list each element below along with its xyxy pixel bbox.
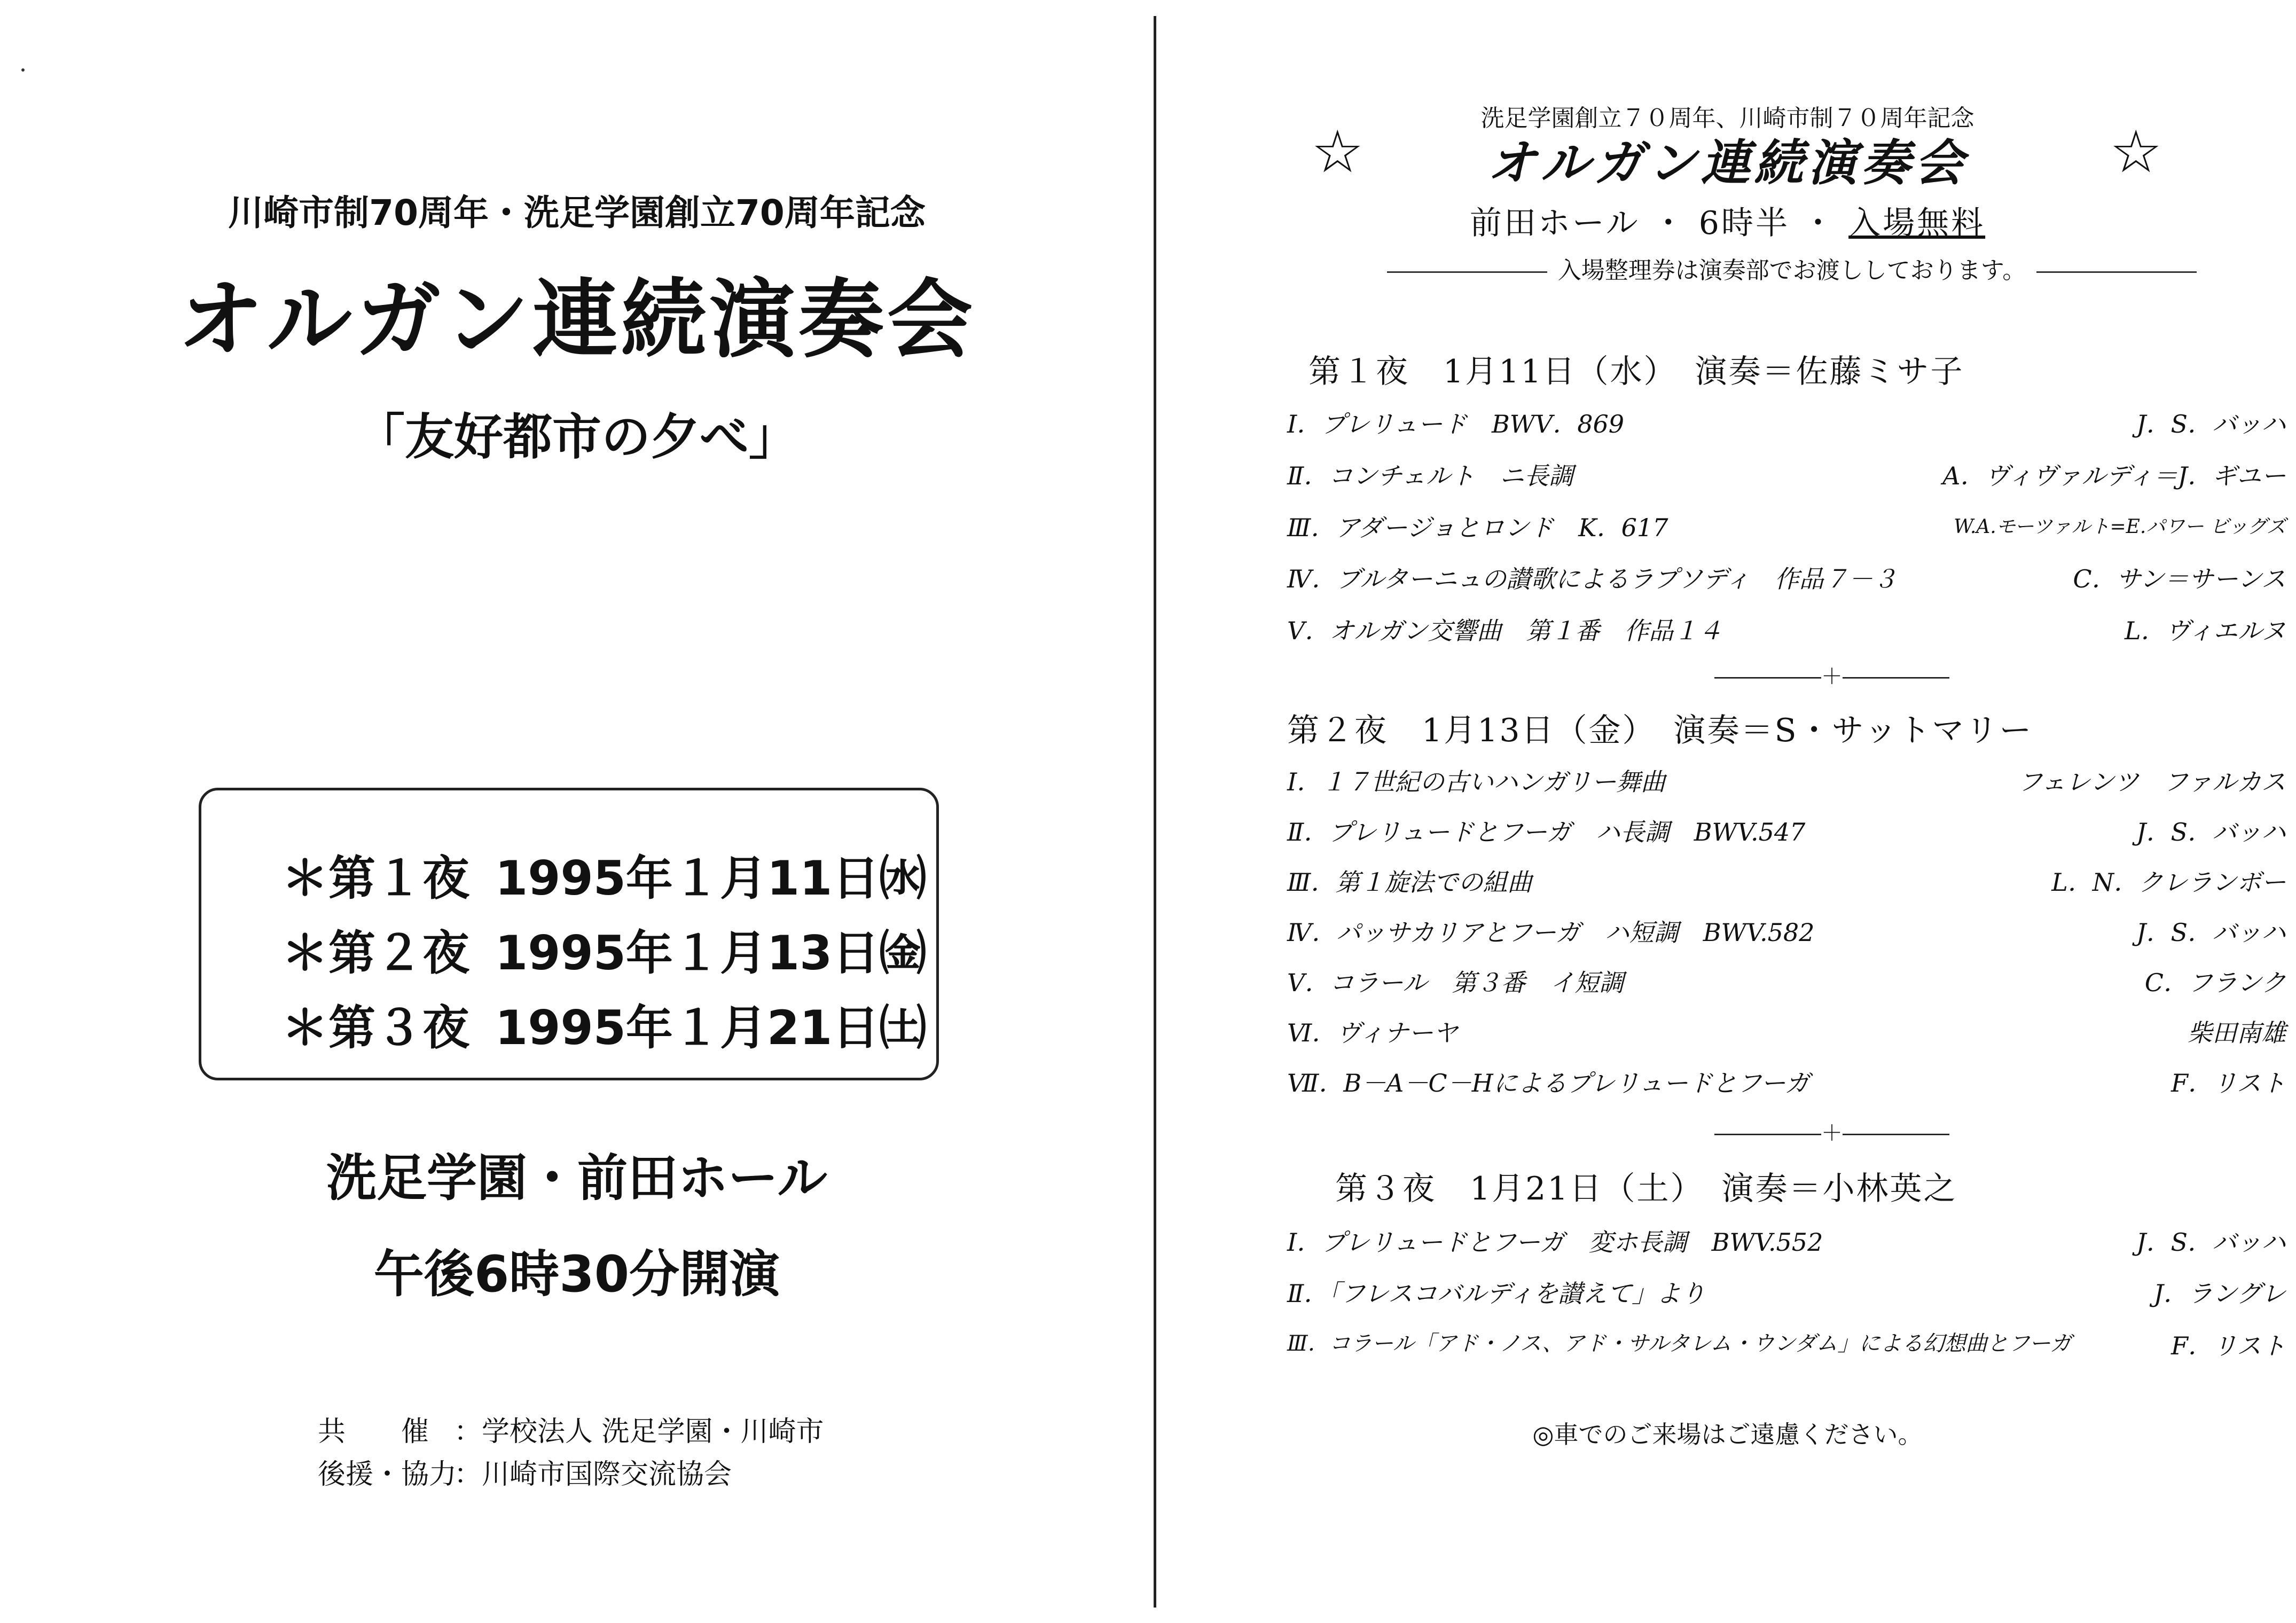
program-venue-line [1159, 198, 2296, 244]
piece: Ⅲ．第１旋法での組曲 [1287, 868, 1532, 897]
piece: Ⅲ．コラール「アド・ノス、アド・サルタレム・ウンダム」による幻想曲とフーガ [1287, 1331, 2072, 1356]
program-item [1287, 1014, 2286, 1049]
concert-title: オルガン連続演奏会 [177, 270, 976, 370]
composer: A．ヴィヴァルディ＝J．ギユー [1942, 461, 2286, 490]
start-time: 午後6時30分開演 [373, 1245, 780, 1304]
composer: C．サン＝サーンス [2073, 564, 2286, 593]
night-label: ＊第１夜 [281, 851, 470, 906]
venue: 洗足学園・前田ホール [326, 1149, 828, 1208]
section-separator: ―――――＋――――― [1714, 1121, 1949, 1146]
composer: 柴田南雄 [2188, 1018, 2286, 1047]
star-icon: ☆ [1311, 117, 1364, 186]
composer: L．ヴィエルヌ [2125, 616, 2286, 645]
night-date: 1995年１月21日㈯ [495, 1000, 927, 1055]
composer: J．S．バッハ [2136, 410, 2286, 438]
credits-support [318, 1452, 732, 1492]
piece: Ⅱ．コンチェルト ニ長調 [1287, 461, 1573, 490]
program-item [1287, 611, 2286, 647]
composer: F．リスト [2171, 1069, 2286, 1097]
program-item [1287, 813, 2286, 848]
admission-free: 入場無料 [1848, 205, 1986, 242]
night-3-title: 第３夜 1月21日（土） 演奏＝小林英之 [1335, 1170, 1957, 1208]
program-title: オルガン連続演奏会 [1487, 134, 1968, 192]
night-1-title: 第１夜 1月11日（水） 演奏＝佐藤ミサ子 [1308, 353, 1964, 390]
program-item [1287, 560, 2286, 595]
dates-box [199, 788, 939, 1080]
date-row-night-2 [281, 916, 926, 983]
right-page [1159, 0, 2296, 1623]
section-separator: ―――――＋――――― [1714, 664, 1949, 689]
parking-footnote: ◎車でのご来場はご遠慮ください。 [1532, 1420, 1923, 1449]
piece: Ⅰ．１７世紀の古いハンガリー舞曲 [1287, 767, 1666, 796]
date-row-night-3 [281, 991, 926, 1058]
credit-value: ：学校法人 洗足学園・川崎市 [454, 1416, 824, 1448]
composer: J．S．バッハ [2136, 818, 2286, 846]
night-2-title: 第２夜 1月13日（金） 演奏＝S・サットマリー [1287, 712, 2033, 749]
piece: Ⅰ．プレリュード BWV．869 [1287, 410, 1625, 438]
program-item [1287, 1327, 2286, 1360]
piece: Ⅱ．「フレスコバルディを讃えて」より [1287, 1279, 1706, 1308]
composer: フェレンツ ファルカス [2018, 767, 2286, 796]
night-date: 1995年１月11日㈬ [495, 851, 927, 906]
composer: J．ラングレ [2153, 1279, 2286, 1308]
program-item [1287, 508, 2286, 544]
program-item [1287, 1274, 2286, 1310]
credits-organizer [318, 1409, 824, 1449]
page-fold-divider [1154, 16, 1156, 1608]
credit-label: 共 催 [318, 1416, 429, 1448]
program-item [1287, 913, 2286, 948]
piece: Ⅴ．コラール 第３番 イ短調 [1287, 968, 1624, 997]
piece: Ⅳ．ブルターニュの讃歌によるラプソディ 作品７－３ [1287, 564, 1898, 593]
ticket-notice [1284, 251, 2296, 285]
night-label: ＊第３夜 [281, 1000, 470, 1055]
star-icon: ☆ [2110, 117, 2162, 186]
credit-label: 後援・協力 [318, 1459, 457, 1491]
composer: F．リスト [2171, 1331, 2286, 1360]
piece: Ⅱ．プレリュードとフーガ ハ長調 BWV.547 [1287, 818, 1806, 846]
piece: Ⅶ．B－A－C－Hによるプレリュードとフーガ [1287, 1069, 1810, 1097]
date-row-night-1 [281, 841, 926, 908]
night-date: 1995年１月13日㈮ [495, 926, 927, 981]
program-item [1287, 457, 2286, 492]
program-item [1287, 1223, 2286, 1258]
venue-text: 前田ホール ・ 6時半 ・ [1469, 205, 1849, 242]
piece: Ⅰ．プレリュードとフーガ 変ホ長調 BWV.552 [1287, 1228, 1823, 1257]
program-item [1287, 1064, 2286, 1099]
credit-value: ：川崎市国際交流協会 [454, 1459, 732, 1491]
notice-text: 入場整理券は演奏部でお渡ししております。 [1557, 257, 2026, 284]
program-anniversary-line: 洗足学園創立７０周年、川崎市制７０周年記念 [1480, 105, 1974, 132]
program-item [1287, 763, 2286, 798]
anniversary-subtitle: 川崎市制70周年・洗足学園創立70周年記念 [228, 192, 926, 233]
composer: L．N．クレランボー [2051, 868, 2286, 897]
composer: W.A.モーツァルト=E.パワー ビッグズ [1954, 516, 2286, 538]
program-item [1287, 963, 2286, 999]
piece: Ⅲ．アダージョとロンド K．617 [1287, 513, 1668, 542]
rule-right [2036, 271, 2197, 273]
night-label: ＊第２夜 [281, 926, 470, 981]
piece: Ⅵ．ヴィナーヤ [1287, 1018, 1458, 1047]
program-item [1287, 863, 2286, 898]
piece: Ⅴ．オルガン交響曲 第１番 作品１４ [1287, 616, 1723, 645]
program-item [1287, 405, 2286, 440]
composer: J．S．バッハ [2136, 918, 2286, 947]
composer: C．フランク [2144, 968, 2286, 997]
rule-left [1387, 271, 1547, 273]
concert-theme: 「友好都市の夕べ」 [355, 409, 798, 466]
piece: Ⅳ．パッサカリアとフーガ ハ短調 BWV.582 [1287, 918, 1815, 947]
composer: J．S．バッハ [2136, 1228, 2286, 1257]
